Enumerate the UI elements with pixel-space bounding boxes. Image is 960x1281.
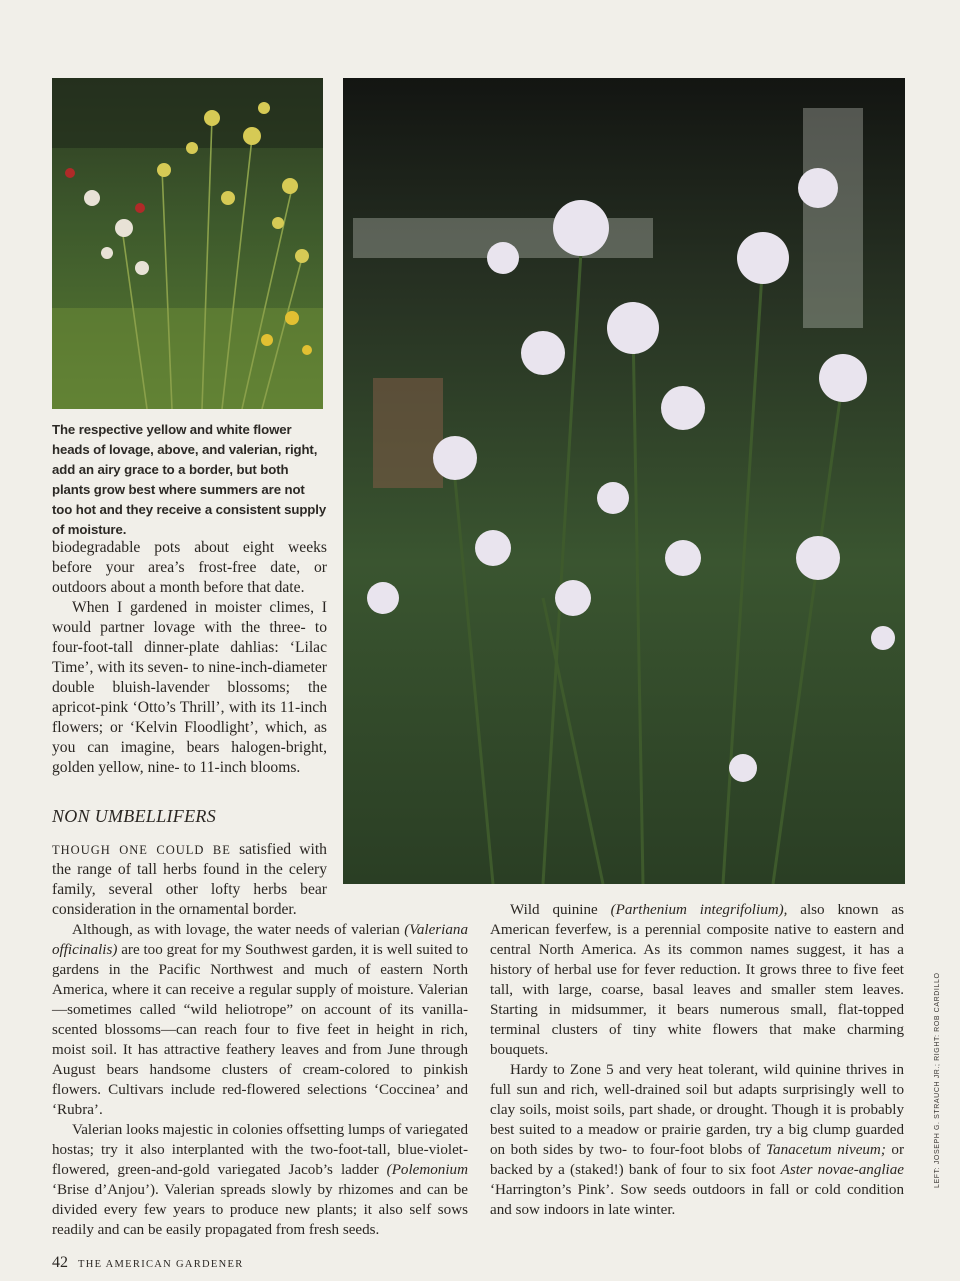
lead-smallcaps: THOUGH ONE COULD BE: [52, 843, 231, 857]
latin-name: Tanacetum niveum;: [766, 1142, 886, 1158]
latin-name: (Parthenium integrifolium),: [610, 902, 788, 918]
lead-rest: satisfied with the range of tall herbs found in the celery family, several other lofty herbs bear consideration in the ornamental border.: [52, 841, 327, 918]
latin-name: Aster novae-angliae: [780, 1162, 904, 1178]
paragraph: [490, 900, 904, 1060]
section-heading: NON UMBELLIFERS: [52, 806, 216, 826]
photo-credit: LEFT: JOSEPH G. STRAUCH JR.; RIGHT: ROB CARDILLO: [934, 972, 941, 1188]
valerian-photo: [343, 78, 905, 884]
text-run: ‘Brise d’Anjou’). Valerian spreads slowly by rhizomes and can be divided every few years to produce new plants; it also self sows readily and can be easily propagated from fresh seeds.: [52, 1182, 468, 1238]
latin-name: (Polemonium: [386, 1162, 468, 1178]
latin-name: (Valeriana officinalis): [52, 922, 468, 958]
lovage-photo: [52, 78, 323, 409]
text-run: or backed by a (staked!) bank of four to six foot: [490, 1142, 904, 1178]
paragraph: biodegradable pots about eight weeks before your area’s frost-free date, or outdoors about a month before that date.: [52, 539, 327, 596]
text-run: ‘Harrington’s Pink’. Sow seeds outdoors in fall or cold condition and sow indoors in late winter.: [490, 1182, 904, 1218]
text-run: also known as American feverfew, is a perennial composite native to eastern and central North America. As its common names suggest, it has a history of herbal use for fever reduction. It grows three to five feet tall, with large, coarse, basal leaves and smaller stem leaves. Starting in midsummer, it bears numerous small, flat-topped terminal clusters of tiny white flowers that make charming bouquets.: [490, 902, 904, 1058]
valerian-text: [52, 920, 468, 1240]
paragraph: [52, 1120, 468, 1240]
text-run: Wild quinine: [510, 902, 611, 918]
lead-paragraph: [52, 840, 327, 920]
text-run: Hardy to Zone 5 and very heat tolerant, wild quinine thrives in full sun and rich, well-drained soil but adapts surprisingly well to clay soils, moist soils, part shade, or drought. Though it is probably best suited to a meadow or prairie garden, try a big clump guarded on both sides by two- to four-foot blobs of: [490, 1062, 904, 1158]
text-run: are too great for my Southwest garden, it is well suited to gardens in the Pacific Northwest and much of eastern North America, where it can receive a regular supply of moisture. Valerian—sometimes called “wild heliotrope” on account of its vanilla-scented blossoms—can reach four to five feet in height in rich, moist soil. It has attractive feathery leaves and from June through August bears handsome clusters of cream-colored to pinkish flowers. Cultivars include red-flowered selections ‘Coccinea’ and ‘Rubra’.: [52, 942, 468, 1118]
magazine-title: THE AMERICAN GARDENER: [78, 1259, 244, 1270]
paragraph: [490, 1060, 904, 1220]
text-run: Although, as with lovage, the water needs of valerian: [72, 922, 405, 938]
left-column-text: [52, 538, 327, 778]
quinine-text: [490, 900, 904, 1220]
page-number: 42: [52, 1254, 68, 1271]
page-footer: [52, 1253, 244, 1275]
photo-caption: The respective yellow and white flower heads of lovage, above, and valerian, right, add an airy grace to a border, but both plants grow best where summers are not too hot and they receive a consistent supply of moisture.: [52, 422, 327, 537]
paragraph: [52, 920, 468, 1120]
text-run: Valerian looks majestic in colonies offsetting lumps of variegated hostas; try it also interplanted with the two-foot-tall, blue-violet-flowered, green-and-gold variegated Jacob’s ladder: [52, 1122, 468, 1178]
paragraph: When I gardened in moister climes, I would partner lovage with the three- to four-foot-tall dinner-plate dahlias: ‘Lilac Time’, with its seven- to nine-inch-diameter double bluish-lavender blossoms; the apricot-pink ‘Otto’s Thrill’, with its 11-inch flowers; or ‘Kelvin Floodlight’, which, as you can imagine, bears halogen-bright, golden yellow, nine- to 11-inch blooms.: [52, 599, 327, 776]
